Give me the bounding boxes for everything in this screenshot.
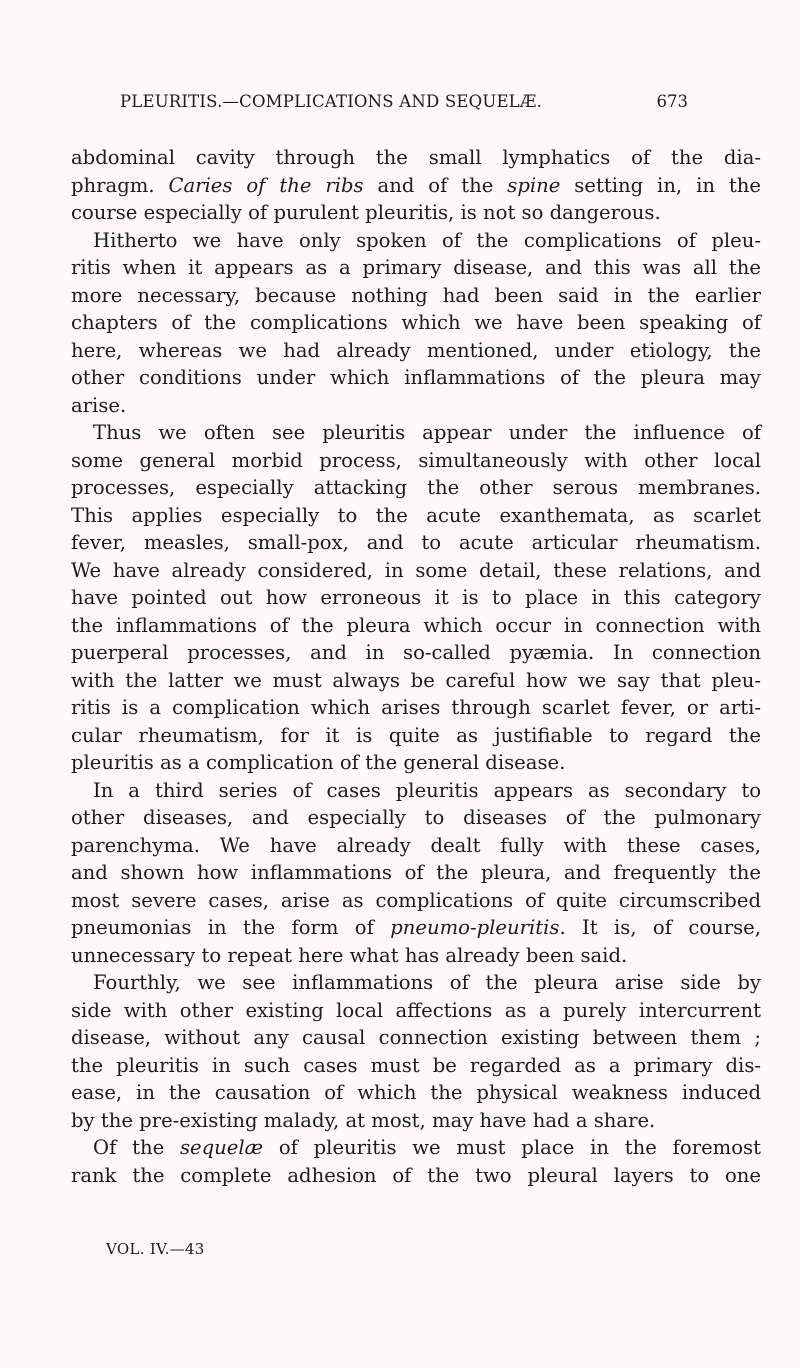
text-line: arise. xyxy=(71,393,127,417)
text-line: ritis when it appears as a primary disease, and this was all the xyxy=(71,256,761,279)
text-line: have pointed out how erroneous it is to place in this category xyxy=(71,586,761,609)
text-line: unnecessary to repeat here what has already been said. xyxy=(71,943,628,967)
text-line: the inflammations of the pleura which occur in connection with xyxy=(71,613,761,637)
text-line: and shown how inflammations of the pleura, and frequently the xyxy=(71,861,761,884)
page-number: 673 xyxy=(656,92,688,111)
text-line: ease, in the causation of which the physical weakness induced xyxy=(71,1081,761,1104)
text-line: by the pre-existing malady, at most, may have had a share. xyxy=(71,1108,656,1132)
text-line: Thus we often see pleuritis appear under the influence of xyxy=(93,421,761,444)
text-line: disease, without any causal connection existing between them ; xyxy=(71,1026,761,1049)
body-text xyxy=(71,144,761,1189)
text-line: abdominal cavity through the small lymphatics of the dia- xyxy=(71,146,761,169)
text-line: the pleuritis in such cases must be regarded as a primary dis- xyxy=(71,1053,761,1077)
text-line: fever, measles, small-pox, and to acute articular rheumatism. xyxy=(71,531,761,554)
text-line: pneumonias in the form of pneumo-pleuritis. It is, of course, xyxy=(71,916,761,939)
text-line: phragm. Caries of the ribs and of the spine setting in, in the xyxy=(71,173,761,197)
text-line: Of the sequelæ of pleuritis we must place in the foremost xyxy=(93,1136,761,1159)
text-line: parenchyma. We have already dealt fully with these cases, xyxy=(71,833,761,857)
text-line: pleuritis as a complication of the general disease. xyxy=(71,751,566,774)
text-line: ritis is a complication which arises through scarlet fever, or arti- xyxy=(71,696,761,719)
text-line: processes, especially attacking the other serous membranes. xyxy=(71,476,761,499)
running-title: PLEURITIS.—COMPLICATIONS AND SEQUELÆ. xyxy=(120,92,543,111)
text-line: In a third series of cases pleuritis appears as secondary to xyxy=(93,778,761,802)
italic-term: pneumo-pleuritis xyxy=(390,916,560,939)
text-line: cular rheumatism, for it is quite as justifiable to regard the xyxy=(71,723,761,747)
text-line: most severe cases, arise as complications of quite circumscribed xyxy=(71,888,761,912)
signature-mark: VOL. IV.—43 xyxy=(106,1240,205,1258)
text-line: Hitherto we have only spoken of the complications of pleu- xyxy=(93,228,761,252)
italic-term: sequelæ xyxy=(179,1136,264,1159)
text-line: Fourthly, we see inflammations of the pleura arise side by xyxy=(93,971,761,994)
text-line: side with other existing local affections as a purely intercurrent xyxy=(71,998,761,1022)
text-line: puerperal processes, and in so-called pyæmia. In connection xyxy=(71,641,761,664)
text-line: rank the complete adhesion of the two pleural layers to one xyxy=(71,1163,761,1187)
text-line: We have already considered, in some detail, these relations, and xyxy=(71,558,761,582)
text-line: here, whereas we had already mentioned, under etiology, the xyxy=(71,338,761,362)
italic-term: spine xyxy=(507,173,561,197)
text-line: other diseases, and especially to diseases of the pulmonary xyxy=(71,806,761,829)
italic-term: Caries of the ribs xyxy=(168,173,364,197)
text-line: This applies especially to the acute exanthemata, as scarlet xyxy=(71,503,761,527)
text-line: chapters of the complications which we have been speaking of xyxy=(71,311,761,334)
text-line: with the latter we must always be careful how we say that pleu- xyxy=(71,668,761,692)
text-line: more necessary, because nothing had been said in the earlier xyxy=(71,283,761,307)
running-head xyxy=(120,92,688,116)
text-line: course especially of purulent pleuritis, is not so dangerous. xyxy=(71,201,661,224)
text-line: other conditions under which inflammations of the pleura may xyxy=(71,366,761,389)
text-line: some general morbid process, simultaneously with other local xyxy=(71,448,761,472)
